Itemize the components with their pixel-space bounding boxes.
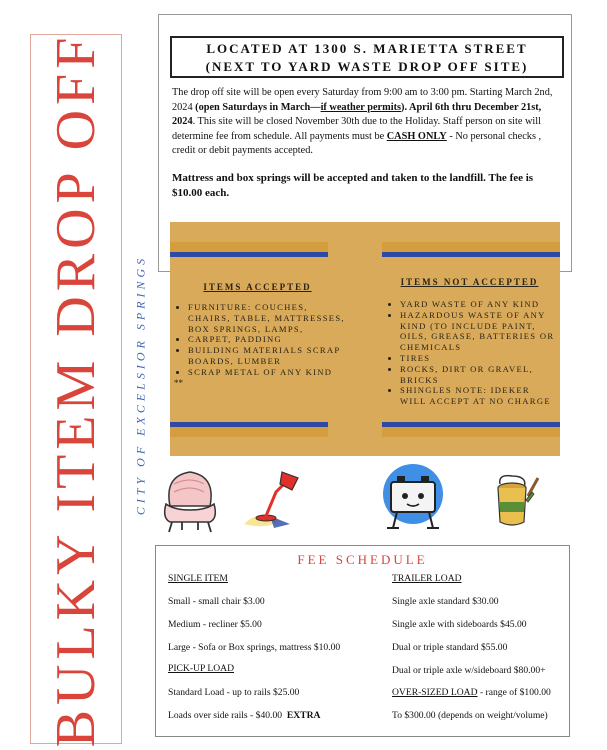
- strip-bottom-right: [382, 422, 560, 437]
- fee-schedule-title: FEE SCHEDULE: [297, 552, 428, 567]
- oversized-load-line: [392, 687, 551, 698]
- fee-single-axle: Single axle standard $30.00: [392, 596, 499, 607]
- oversized-range: - range of $100.00: [477, 687, 551, 698]
- single-item-heading: SINGLE ITEM: [168, 573, 228, 584]
- list-item: • ROCKS, DIRT OR GRAVEL, BRICKS: [400, 364, 557, 386]
- accepted-title: ITEMS ACCEPTED: [203, 282, 312, 292]
- battery-icon: [377, 464, 449, 536]
- not-accepted-list: [382, 299, 557, 407]
- desc-bold-a: (open Saturdays in March—: [195, 101, 321, 113]
- fee-standard-load: Standard Load - up to rails $25.00: [168, 687, 300, 698]
- list-item: • HAZARDOUS WASTE OF ANY KIND (TO INCLUDE PAINT, OILS, GREASE, BATTERIES OR CHEMICALS: [400, 310, 557, 353]
- fee-over-rails-text: Loads over side rails - $40.00: [168, 710, 283, 721]
- strip-bottom-left: [170, 422, 328, 437]
- fee-over-rails: [168, 710, 320, 721]
- cash-only: CASH ONLY: [386, 130, 447, 142]
- trailer-load-heading: TRAILER LOAD: [392, 573, 462, 584]
- accepted-list: [170, 302, 345, 378]
- desc-bold-b: ). April 6th thru December 21st, 2024: [172, 101, 542, 128]
- fee-dual-sideboard: Dual or triple axle w/sideboard $80.00+: [392, 665, 546, 676]
- paint-can-icon: [488, 472, 540, 532]
- banner-title: BULKY ITEM DROP OFF: [45, 32, 107, 748]
- desc-part-3: . This site will be closed November 30th due to the Holiday. Staff person on site will determine fee from schedule. All payments must be: [172, 116, 542, 142]
- list-item: • TIRES: [400, 353, 557, 364]
- oversized-load-heading: OVER-SIZED LOAD: [392, 687, 478, 698]
- fee-dual-standard: Dual or triple standard $55.00: [392, 642, 508, 653]
- pickup-load-heading: PICK-UP LOAD: [168, 663, 235, 674]
- desk-lamp-icon: [240, 468, 304, 532]
- city-name: CITY OF EXCELSIOR SPRINGS: [133, 254, 148, 516]
- list-item: • SCRAP METAL OF ANY KIND: [188, 367, 345, 378]
- list-item: • FURNITURE: COUCHES, CHAIRS, TABLE, MATTRESSES, BOX SPRINGS, LAMPS,: [188, 302, 345, 334]
- desc-weather: if weather permits: [320, 101, 402, 113]
- accepted-footnote: **: [174, 377, 183, 388]
- list-item: • BUILDING MATERIALS SCRAP BOARDS, LUMBER: [188, 345, 345, 367]
- location-line-2: (NEXT TO YARD WASTE DROP OFF SITE): [205, 59, 529, 74]
- list-item: • YARD WASTE OF ANY KIND: [400, 299, 557, 310]
- location-line-1: LOCATED AT 1300 S. MARIETTA STREET: [206, 41, 528, 56]
- desc-part-4: - No personal checks , credit or debit payments accepted.: [172, 130, 542, 157]
- list-item: • CARPET, PADDING: [188, 334, 345, 345]
- schedule-description: [172, 86, 564, 159]
- list-item: • SHINGLES NOTE: IDEKER WILL ACCEPT AT NO CHARGE: [400, 385, 557, 407]
- fee-small: Small - small chair $3.00: [168, 596, 265, 607]
- mattress-note: Mattress and box springs will be accepted and taken to the landfill. The fee is $10.00 each.: [172, 172, 534, 199]
- accepted-column: [170, 282, 345, 388]
- oversized-to: To $300.00 (depends on weight/volume): [392, 710, 548, 721]
- strip-top-left: [170, 242, 328, 257]
- desc-part-1: The drop off site will be open every Saturday from 9:00 am to 3:00 pm. Starting March 2nd, 2024: [172, 87, 553, 113]
- armchair-icon: [160, 466, 220, 536]
- not-accepted-title: ITEMS NOT ACCEPTED: [400, 277, 539, 287]
- fee-large: Large - Sofa or Box springs, mattress $10.00: [168, 642, 341, 653]
- not-accepted-column: [382, 277, 557, 407]
- strip-top-right: [382, 242, 560, 257]
- fee-extra: EXTRA: [286, 710, 321, 721]
- fee-medium: Medium - recliner $5.00: [168, 619, 262, 630]
- items-panel: [170, 222, 560, 456]
- location-heading: [170, 36, 564, 78]
- fee-single-axle-sideboards: Single axle with sideboards $45.00: [392, 619, 527, 630]
